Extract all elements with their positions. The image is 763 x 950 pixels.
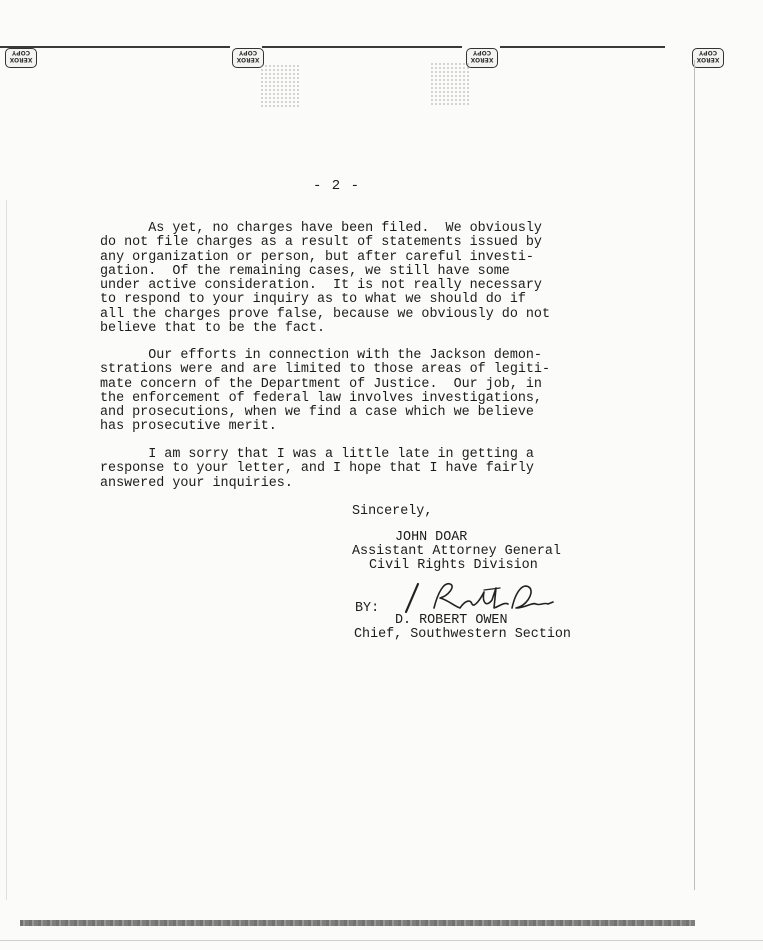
paragraph-charges: As yet, no charges have been filed. We obviously do not file charges as a result of statements issued by any organization or person, but after careful investi- gation. Of the remaining cases, we still have some under active consideration. It is not really necessary to respond to your inquiry as to what we should do if all the charges prove false, because we obviously do not believe that to be the fact. [100,221,550,337]
closing-name: JOHN DOAR [395,530,468,545]
xerox-copy-stamp: XEROX COPY [466,48,498,68]
page-edge-line [0,940,763,941]
scan-smudge [430,62,470,106]
closing-division: Civil Rights Division [369,558,538,573]
page-number: - 2 - [313,178,361,194]
closing-title: Assistant Attorney General [352,544,561,559]
scan-artifact-bottom [20,920,695,926]
scan-artifact-line [262,46,462,48]
by-label: BY: [355,601,380,616]
signer-title: Chief, Southwestern Section [354,627,571,642]
xerox-copy-stamp: XEROX COPY [692,48,724,68]
page-edge-line [6,200,7,900]
signer-name: D. ROBERT OWEN [395,613,508,628]
closing-salutation: Sincerely, [352,504,433,519]
xerox-copy-stamp: XEROX COPY [232,48,264,68]
xerox-copy-stamp: XEROX COPY [5,48,37,68]
signature [400,578,555,618]
paragraph-jackson: Our efforts in connection with the Jackson demon- strations were and are limited to those areas of legiti- mate concern of the Department of Justice. Our job, in the enforcement of federal law involves investigations, and prosecutions, when we find a case which we believe has prosecutive merit. [100,348,550,435]
paragraph-apology: I am sorry that I was a little late in getting a response to your letter, and I hope that I have fairly answered your inquiries. [100,447,534,491]
scan-smudge [260,64,300,108]
page-edge-line [694,60,695,890]
scan-artifact-line [500,46,665,48]
